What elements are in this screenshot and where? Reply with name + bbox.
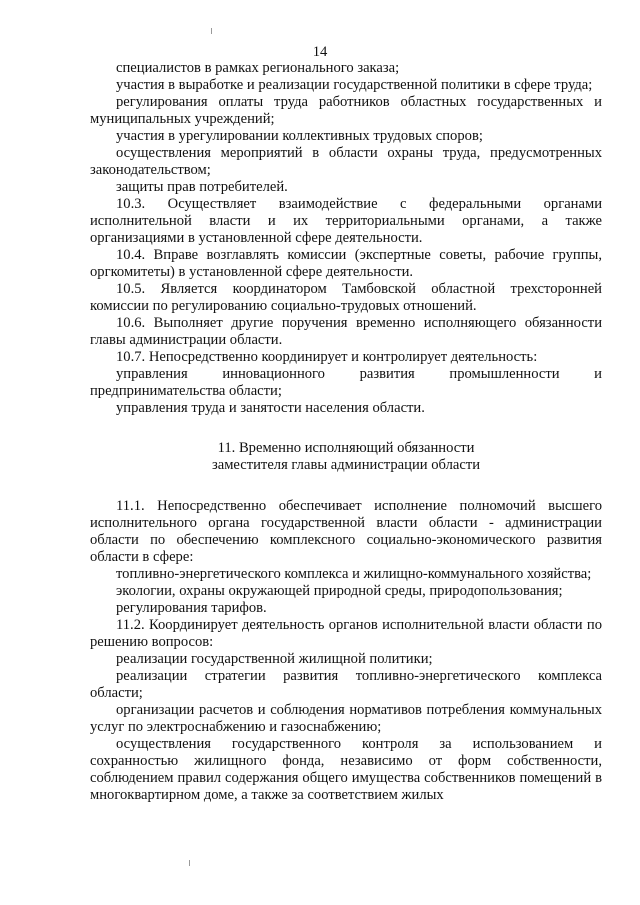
section-heading-line: 11. Временно исполняющий обязанности [217,440,475,456]
scan-mark [189,860,190,866]
paragraph: 10.3. Осуществляет взаимодействие с федеральными органами исполнительной власти и их территориальными органами, а также организациями в установленной сфере деятельности. [90,196,602,246]
paragraph: топливно-энергетического комплекса и жилищно-коммунального хозяйства; [116,566,592,582]
paragraph: специалистов в рамках регионального заказа; [116,60,400,76]
paragraph: управления труда и занятости населения области. [116,400,425,416]
section-heading-line: заместителя главы администрации области [211,457,481,473]
section-heading [90,440,602,474]
paragraph: организации расчетов и соблюдения нормативов потребления коммунальных услуг по электроснабжению и газоснабжению; [90,702,602,735]
paragraph: 10.7. Непосредственно координирует и контролирует деятельность: [116,349,538,365]
paragraph: реализации стратегии развития топливно-энергетического комплекса области; [90,668,602,701]
paragraph: 11.2. Координирует деятельность органов исполнительной власти области по решению вопросов: [90,617,602,650]
paragraph: осуществления государственного контроля за использованием и сохранностью жилищного фонда, независимо от форм собственности, соблюдением правил содержания общего имущества собственников помещений в многоквартирном доме, а также за соответствием жилых [90,736,602,803]
paragraph: осуществления мероприятий в области охраны труда, предусмотренных законодательством; [90,145,602,178]
document-body [90,60,602,804]
scan-mark [211,28,212,34]
paragraph: управления инновационного развития промышленности и предпринимательства области; [90,366,602,399]
paragraph: защиты прав потребителей. [116,179,288,195]
paragraph: 10.6. Выполняет другие поручения временно исполняющего обязанности главы администрации области. [90,315,602,348]
paragraph: 10.5. Является координатором Тамбовской областной трехсторонней комиссии по регулированию социально-трудовых отношений. [90,281,602,314]
paragraph: 10.4. Вправе возглавлять комиссии (экспертные советы, рабочие группы, оргкомитеты) в установленной сфере деятельности. [90,247,602,280]
paragraph: реализации государственной жилищной политики; [116,651,433,667]
page-number: 14 [312,44,328,60]
paragraph: экологии, охраны окружающей природной среды, природопользования; [116,583,563,599]
paragraph: 11.1. Непосредственно обеспечивает исполнение полномочий высшего исполнительного органа государственной власти области - администрации области по обеспечению комплексного социально-экономического развития области в сфере: [90,498,602,565]
paragraph: регулирования оплаты труда работников областных государственных и муниципальных учреждений; [90,94,602,127]
paragraph: регулирования тарифов. [116,600,267,616]
paragraph: участия в выработке и реализации государственной политики в сфере труда; [116,77,593,93]
paragraph: участия в урегулировании коллективных трудовых споров; [116,128,483,144]
